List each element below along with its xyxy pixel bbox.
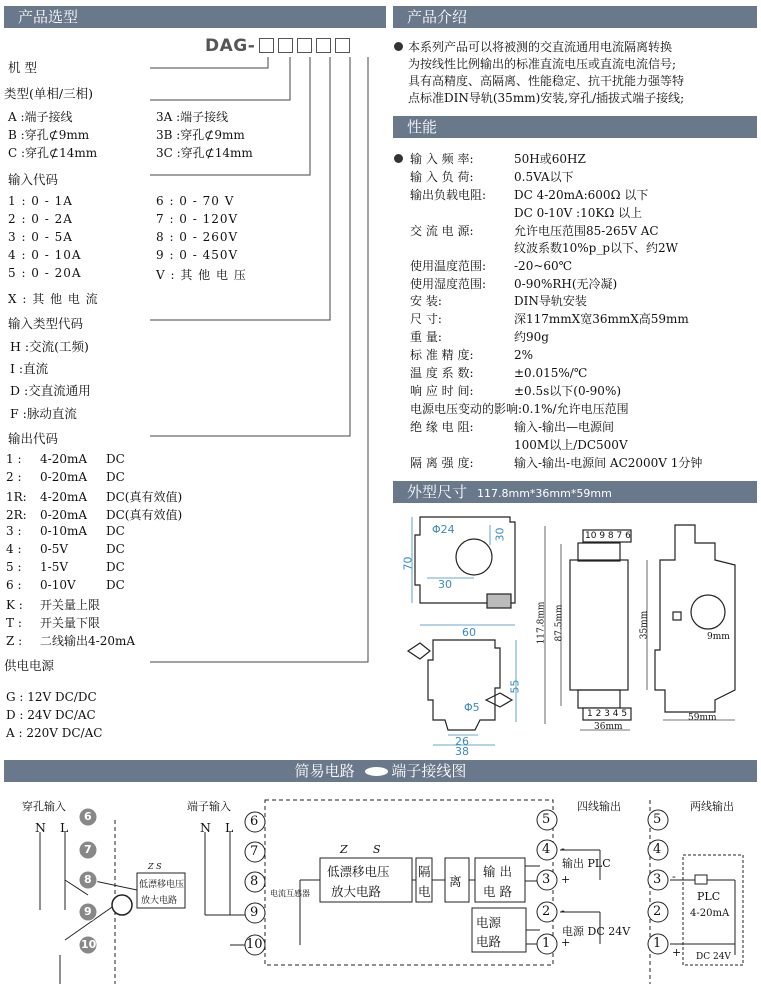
intro-line-1: 本系列产品可以将被测的交直流通用电流隔离转换: [408, 40, 673, 54]
terminal-n: N: [200, 820, 211, 835]
input-4: 4 : 0 - 10A: [8, 248, 82, 262]
amp-line-2: 放大电路: [331, 884, 382, 899]
power-g: G : 12V DC/DC: [6, 690, 97, 704]
perf-row: 使用湿度范围: 0-90%RH(无冷凝): [410, 277, 618, 291]
four-plus: +: [561, 873, 571, 886]
two-wire-label: 两线输出: [690, 800, 734, 813]
perf-row: 重 量: 约90g: [410, 330, 549, 344]
output-row: 2 : 0-20mA DC: [6, 470, 125, 484]
type-3b: 3B :穿孔⊄9mm: [156, 128, 245, 142]
terminal-10: 10: [246, 937, 263, 952]
four-minus: -: [561, 842, 565, 855]
two-wire-terminal-1: 1: [653, 936, 662, 951]
dim-30a: 30: [493, 527, 507, 542]
input-type-h: H :交流(工频): [10, 339, 89, 354]
terminal-l: L: [225, 820, 234, 835]
perf-row: 输 入 频 率: 50H或60HZ: [410, 152, 586, 166]
terminal-3: 3: [542, 872, 551, 887]
output-row: 5 : 1-5V DC: [6, 560, 125, 574]
perf-row: 交 流 电 源: 允许电压范围85-265V AC: [410, 224, 659, 238]
output-row: T : 开关量下限: [6, 616, 101, 630]
through-hole-label: 穿孔输入: [22, 800, 66, 813]
two-wire-terminal-2: 2: [653, 904, 662, 919]
intro-line-4: 点标准DIN导轨(35mm)安装,穿孔/插拔式端子接线;: [408, 91, 685, 105]
terminal-4: 4: [542, 842, 551, 857]
output-row: K : 开关量上限: [6, 598, 101, 612]
terminal-1: 1: [542, 936, 551, 951]
dim-117: 117.8mm: [536, 601, 547, 645]
two-wire-terminal-3: 3: [653, 872, 662, 887]
terminal-left-6: 6: [84, 810, 92, 823]
terminal-2: 2: [542, 904, 551, 919]
amp-line-1: 低漂移电压: [327, 864, 390, 879]
input-type-title: 输入类型代码: [8, 316, 84, 331]
terminal-left-8: 8: [84, 873, 92, 886]
power-a: A : 220V DC/AC: [6, 726, 103, 740]
model-label: 机 型: [8, 60, 37, 75]
intro-line-2: 为按线性比例输出的标准直流电压或直流电流信号;: [408, 57, 677, 71]
dim-36: 36mm: [594, 722, 623, 732]
dim-phi24: Φ24: [432, 523, 455, 536]
input-type-f: F :脉动直流: [10, 406, 77, 421]
ct-label: 电流互感器: [270, 889, 310, 898]
dim-70: 70: [401, 556, 415, 571]
span-label: S: [373, 843, 381, 856]
terminal-left-9: 9: [84, 905, 92, 918]
through-n: N: [35, 820, 46, 835]
terminal-input-label: 端子输入: [187, 800, 231, 813]
input-1: 1 : 0 - 1A: [8, 194, 73, 208]
perf-row: 标 准 精 度: 2%: [410, 348, 534, 362]
dim-35: 35mm: [639, 610, 650, 640]
perf-row: 温 度 系 数: ±0.015%/℃: [410, 366, 588, 380]
section-title-circuit: 简易电路: [294, 762, 355, 780]
psu-dc-label: 电源 DC 24V: [562, 925, 631, 938]
input-9: 9 : 0 - 450V: [156, 248, 239, 262]
section-title-terminal: 端子接线图: [391, 762, 467, 780]
zero-label: Z: [340, 843, 348, 856]
dim-59: 59mm: [688, 713, 717, 723]
perf-row: 隔 离 强 度: 输入-输出-电源间 AC2000V 1分钟: [410, 456, 703, 470]
dimensions-subtitle: 117.8mm*36mm*59mm: [477, 487, 612, 500]
section-title-intro: 产品介绍: [407, 8, 468, 26]
perf-row: 响 应 时 间: ±0.5s以下(0-90%): [410, 384, 622, 398]
two-wire-terminal-5: 5: [653, 812, 662, 827]
dim-9: 9mm: [707, 632, 730, 642]
type-title: 类型(单相/三相): [4, 86, 93, 101]
perf-row: 安 装: DIN导轨安装: [410, 294, 587, 308]
input-6: 6 : 0 - 70 V: [156, 194, 235, 208]
two-wire-plus: +: [672, 946, 682, 959]
input-title: 输入代码: [8, 172, 59, 187]
perf-row: 尺 寸: 深117mmX宽36mmX高59mm: [410, 312, 689, 326]
output-row: 6 : 0-10V DC: [6, 578, 125, 592]
four-wire-label: 四线输出: [577, 800, 621, 813]
type-c: C :穿孔⊄14mm: [8, 146, 98, 160]
output-row: 1R: 4-20mA DC(真有效值): [6, 490, 183, 504]
iso-line-2: 电: [418, 884, 431, 899]
type-3a: 3A :端子接线: [156, 110, 229, 124]
perf-row: 输 入 负 荷: 0.5VA以下: [410, 170, 574, 184]
terminal-left-10: 10: [81, 938, 97, 951]
input-2: 2 : 0 - 2A: [8, 212, 73, 226]
input-8: 8 : 0 - 260V: [156, 230, 239, 244]
two-wire-minus: -: [672, 870, 676, 883]
two-wire-terminal-4: 4: [653, 842, 662, 857]
output-row: 2R: 0-20mA DC(真有效值): [6, 508, 183, 522]
output-row: 1 : 4-20mA DC: [6, 452, 125, 466]
dim-phi5: Φ5: [464, 701, 480, 714]
psu-minus: -: [561, 904, 565, 917]
iso-line-1: 隔: [418, 864, 431, 879]
section-title-dimensions: 外型尺寸: [407, 483, 468, 501]
perf-row: DC 0-10V :10KΩ 以上: [514, 206, 643, 220]
perf-row: 使用温度范围: -20~60℃: [410, 259, 573, 273]
input-7: 7 : 0 - 120V: [156, 212, 239, 226]
perf-row: 电源电压变动的影响:0.1%/允许电压范围: [410, 402, 629, 416]
small-module-line-1: 低漂移电压: [139, 880, 185, 890]
perf-row: 绝 缘 电 阻: 输入-输出—电源间: [410, 420, 615, 434]
type-a: A :端子接线: [8, 110, 73, 124]
intro-line-3: 具有高精度、高隔离、性能稳定、抗干扰能力强等特: [408, 74, 685, 88]
input-type-i: I :直流: [10, 361, 49, 376]
dim-26: 26: [455, 735, 469, 748]
power-d: D : 24V DC/AC: [6, 708, 96, 722]
iso-label-2: 离: [449, 874, 462, 889]
output-row: Z : 二线输出4-20mA: [6, 634, 136, 648]
out-line-2: 电 路: [483, 884, 512, 899]
terminal-8: 8: [250, 874, 259, 889]
two-wire-ma: 4-20mA: [690, 908, 730, 919]
out-line-1: 输 出: [483, 864, 512, 879]
model-prefix: DAG-: [205, 36, 256, 56]
perf-row: 纹波系数10%p_p以下、约2W: [514, 241, 679, 255]
perf-row: 100M以上/DC500V: [514, 438, 628, 452]
dim-55: 55: [508, 679, 522, 694]
perf-row: 输出负载电阻: DC 4-20mA:600Ω 以下: [410, 188, 649, 202]
terminal-5: 5: [542, 812, 551, 827]
input-v: V : 其 他 电 压: [156, 268, 247, 282]
output-plc-label: 输出 PLC: [562, 857, 611, 870]
input-5: 5 : 0 - 20A: [8, 266, 82, 280]
dim-87: 87.5mm: [554, 604, 565, 642]
type-3c: 3C :穿孔⊄14mm: [156, 146, 253, 160]
dim-60: 60: [462, 626, 476, 639]
terminal-6: 6: [250, 814, 259, 829]
input-3: 3 : 0 - 5A: [8, 230, 73, 244]
dim-38: 38: [455, 745, 469, 758]
output-title: 输出代码: [8, 431, 59, 446]
two-wire-plc: PLC: [697, 890, 721, 903]
section-title-selection: 产品选型: [18, 8, 79, 26]
section-title-performance: 性能: [407, 118, 438, 136]
power-title: 供电电源: [4, 658, 55, 673]
through-l: L: [60, 820, 69, 835]
psu-line-2: 电路: [476, 934, 502, 949]
input-type-d: D :交直流通用: [10, 383, 91, 398]
input-x: X : 其 他 电 流: [8, 292, 99, 306]
two-wire-dc24: DC 24V: [696, 952, 731, 962]
output-row: 3 : 0-10mA DC: [6, 524, 125, 538]
dim-30b: 30: [438, 578, 452, 591]
terminal-7: 7: [250, 844, 259, 859]
bottom-terminal-numbers: 1 2 3 4 5: [587, 709, 628, 719]
terminal-left-7: 7: [84, 843, 92, 856]
psu-line-1: 电源: [476, 915, 502, 930]
terminal-9: 9: [250, 905, 259, 920]
output-row: 4 : 0-5V DC: [6, 542, 125, 556]
psu-plus: +: [561, 936, 571, 949]
type-b: B :穿孔⊄9mm: [8, 128, 90, 142]
small-zs-label: Z S: [148, 862, 162, 871]
top-terminal-numbers: 10 9 8 7 6: [585, 531, 631, 541]
small-module-line-2: 放大电路: [141, 896, 178, 906]
